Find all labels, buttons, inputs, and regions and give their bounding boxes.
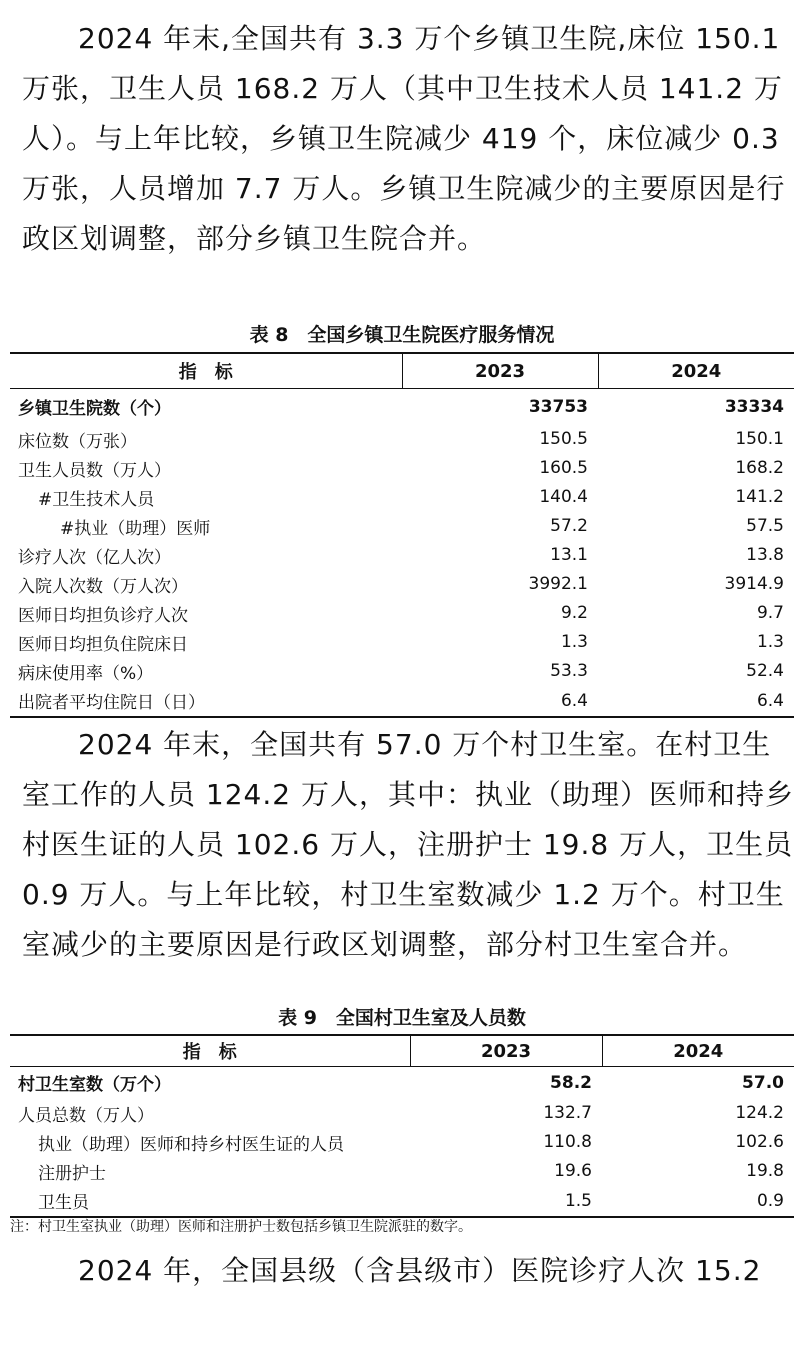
paragraph-line: 2024 年末，全国共有 57.0 万个村卫生室。在村卫生 [78, 728, 772, 761]
value-2024: 33334 [724, 396, 784, 417]
value-2024: 9.7 [756, 603, 784, 623]
paragraph-line: 2024 年末,全国共有 3.3 万个乡镇卫生院,床位 150.1 [78, 22, 781, 55]
table-row [10, 657, 794, 686]
row-label: 注册护士 [38, 1163, 106, 1184]
value-2023: 160.5 [539, 458, 588, 478]
value-2023: 58.2 [550, 1072, 592, 1093]
paragraph-line: 政区划调整，部分乡镇卫生院合并。 [22, 222, 487, 255]
row-label: 医师日均担负诊疗人次 [18, 605, 188, 626]
table8-caption: 表 8 全国乡镇卫生院医疗服务情况 [249, 324, 555, 346]
value-2023: 110.8 [543, 1132, 592, 1152]
table8 [10, 352, 794, 718]
value-2023: 3992.1 [528, 574, 588, 594]
row-label: 床位数（万张） [18, 431, 137, 452]
value-2024: 141.2 [735, 487, 784, 507]
row-label: 医师日均担负住院床日 [18, 634, 188, 655]
paragraph-line: 村医生证的人员 102.6 万人，注册护士 19.8 万人，卫生员 [22, 828, 794, 861]
value-2023: 1.3 [560, 632, 588, 652]
paragraph-line: 人）。与上年比较，乡镇卫生院减少 419 个，床位减少 0.3 [22, 122, 780, 155]
paragraph-line: 0.9 万人。与上年比较，村卫生室数减少 1.2 万个。村卫生 [22, 878, 785, 911]
table9-footnote: 注：村卫生室执业（助理）医师和注册护士数包括乡镇卫生院派驻的数字。 [10, 1219, 472, 1235]
table-row [10, 570, 794, 599]
row-label: 出院者平均住院日（日） [10, 686, 402, 717]
table-row [10, 686, 794, 717]
value-2024: 6.4 [598, 686, 794, 717]
value-2023: 53.3 [550, 661, 588, 681]
row-label: 村卫生室数（万个） [18, 1075, 171, 1096]
table9 [10, 1034, 794, 1218]
value-2024: 57.0 [742, 1072, 784, 1093]
column-header-2023: 2023 [402, 353, 598, 389]
paragraph-township-hospitals [22, 14, 786, 264]
column-header-2024: 2024 [602, 1035, 794, 1067]
column-header-indicator: 指 标 [10, 353, 402, 389]
value-2023: 150.5 [539, 429, 588, 449]
paragraph-line: 2024 年，全国县级（含县级市）医院诊疗人次 15.2 [78, 1254, 762, 1287]
table-row [10, 1186, 794, 1217]
paragraph-line: 万张，卫生人员 168.2 万人（其中卫生技术人员 141.2 万 [22, 72, 783, 105]
row-label: 执业（助理）医师和持乡村医生证的人员 [38, 1134, 344, 1155]
value-2023: 19.6 [554, 1161, 592, 1181]
paragraph-county-hospitals [22, 1246, 782, 1296]
value-2023: 9.2 [560, 603, 588, 623]
table-row [10, 541, 794, 570]
value-2023: 33753 [528, 396, 588, 417]
value-2023: 6.4 [402, 686, 598, 717]
table-header-row [10, 1035, 794, 1067]
table9-caption: 表 9 全国村卫生室及人员数 [278, 1007, 526, 1029]
table-row [10, 1157, 794, 1186]
column-header-2024: 2024 [598, 353, 794, 389]
value-2024: 1.3 [756, 632, 784, 652]
value-2023: 57.2 [550, 516, 588, 536]
value-2023: 132.7 [543, 1103, 592, 1123]
value-2024: 3914.9 [724, 574, 784, 594]
table-row [10, 1099, 794, 1128]
table-row [10, 1128, 794, 1157]
column-header-indicator: 指 标 [10, 1035, 410, 1067]
value-2023: 13.1 [550, 545, 588, 565]
value-2024: 19.8 [746, 1161, 784, 1181]
table-row [10, 628, 794, 657]
value-2024: 150.1 [735, 429, 784, 449]
row-label: 病床使用率（%） [18, 663, 154, 684]
value-2023: 1.5 [410, 1186, 602, 1217]
table-header-row [10, 353, 794, 389]
value-2024: 57.5 [746, 516, 784, 536]
table-row [10, 389, 794, 425]
row-label: 卫生员 [10, 1186, 410, 1217]
value-2023: 140.4 [539, 487, 588, 507]
row-label: 人员总数（万人） [18, 1105, 154, 1126]
column-header-2023: 2023 [410, 1035, 602, 1067]
row-label: #执业（助理）医师 [60, 518, 211, 539]
table-row [10, 1067, 794, 1099]
table-row [10, 454, 794, 483]
table-row [10, 512, 794, 541]
paragraph-line: 室工作的人员 124.2 万人，其中：执业（助理）医师和持乡 [22, 778, 794, 811]
paragraph-village-clinics [22, 720, 794, 970]
value-2024: 0.9 [602, 1186, 794, 1217]
paragraph-line: 室减少的主要原因是行政区划调整，部分村卫生室合并。 [22, 928, 748, 961]
row-label: 入院人次数（万人次） [18, 576, 188, 597]
row-label: #卫生技术人员 [38, 489, 155, 510]
value-2024: 13.8 [746, 545, 784, 565]
value-2024: 168.2 [735, 458, 784, 478]
row-label: 卫生人员数（万人） [18, 460, 171, 481]
row-label: 乡镇卫生院数（个） [18, 399, 171, 420]
value-2024: 102.6 [735, 1132, 784, 1152]
value-2024: 124.2 [735, 1103, 784, 1123]
value-2024: 52.4 [746, 661, 784, 681]
row-label: 诊疗人次（亿人次） [18, 547, 171, 568]
table-row [10, 483, 794, 512]
table-row [10, 425, 794, 454]
table-row [10, 599, 794, 628]
paragraph-line: 万张，人员增加 7.7 万人。乡镇卫生院减少的主要原因是行 [22, 172, 786, 205]
